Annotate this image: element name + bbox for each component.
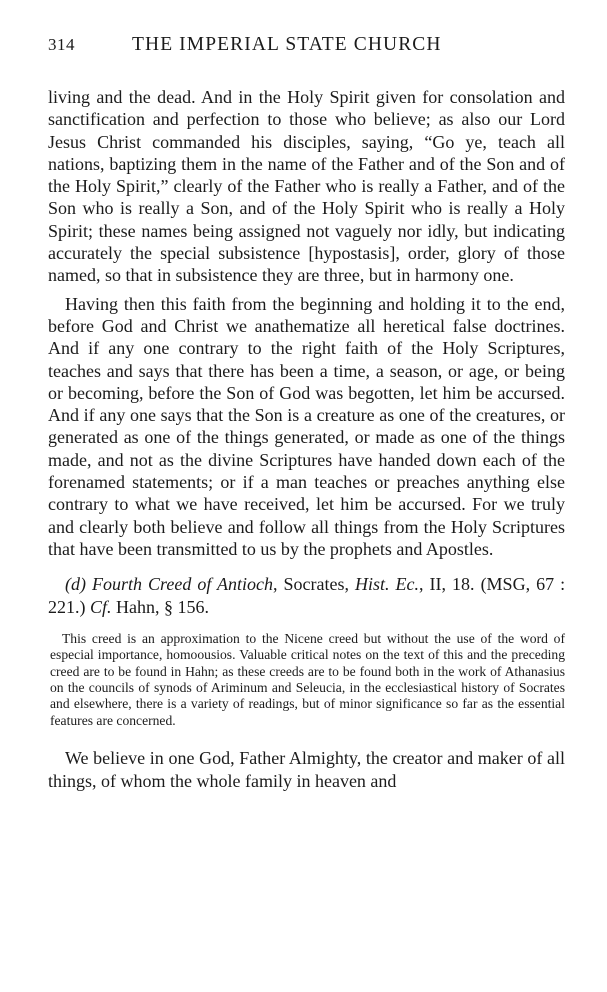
source-title: Fourth Creed of Antioch: [92, 574, 274, 595]
book-page: [48, 34, 565, 792]
source-location: II, 18.: [429, 574, 475, 595]
source-work: Hist. Ec.: [355, 574, 420, 595]
paragraph-anathema: Having then this faith from the beginning and holding it to the end, before God and Christ we anathematize all heretical false doctrines. And if any one contrary to the right faith of the Holy Scriptures, teaches and says that there has been a time, a season, or age, or being or becoming, before the Son of God was begotten, let him be accursed. And if any one says that the Son is a creature as one of the creatures, or generated as one of the things generated, or made as one of the things made, and not as the divine Scriptures have handed down each of the forenamed statements; or if a man teaches or preaches anything else contrary to what we have received, let him be accursed. For we truly and clearly both believe and follow all things from the Holy Scriptures that have been transmitted to us by the prophets and Apostles.: [48, 293, 565, 559]
running-title: THE IMPERIAL STATE CHURCH: [132, 34, 442, 55]
source-label: (d): [65, 574, 86, 595]
source-cf-reference: Hahn, § 156.: [116, 596, 210, 617]
editorial-note: This creed is an approximation to the Nicene creed but without the use of the word of especial importance, homoousios. Valuable critical notes on the text of this and the preceding creed are to be found in Hahn; as these creeds are to be found both in the work of Athanasius on the councils of synods of Ariminum and Seleucia, in the ecclesiastical history of Socrates and elsewhere, there is a variety of readings, but of minor significance so far as the essential features are concerned.: [50, 630, 565, 728]
running-head: [48, 34, 565, 74]
source-citation: (d) Fourth Creed of Antioch, Socrates, Hist. Ec., II, 18. (MSG, 67 : 221.) Cf. Hahn, § 156.: [48, 574, 566, 617]
paragraph-continued: living and the dead. And in the Holy Spirit given for consolation and sanctification and perfection to those who believe; as also our Lord Jesus Christ commanded his disciples, saying, “Go ye, teach all nations, baptizing them in the name of the Father and of the Son and of the Holy Spirit,” clearly of the Father who is really a Father, and of the Son who is really a Son, and of the Holy Spirit who is really a Holy Spirit; these names being assigned not vaguely nor idly, but indicating accurately the special subsistence [hypostasis], order, glory of those named, so that in subsistence they are three, but in harmony one.: [48, 87, 565, 286]
source-cf: Cf.: [90, 596, 112, 617]
source-reference: (MSG, 67 : 221.): [48, 574, 566, 617]
source-author: Socrates,: [283, 574, 350, 595]
page-number: 314: [48, 35, 75, 54]
creed-text: We believe in one God, Father Almighty, the creator and maker of all things, of whom the whole family in heaven and: [48, 748, 565, 791]
